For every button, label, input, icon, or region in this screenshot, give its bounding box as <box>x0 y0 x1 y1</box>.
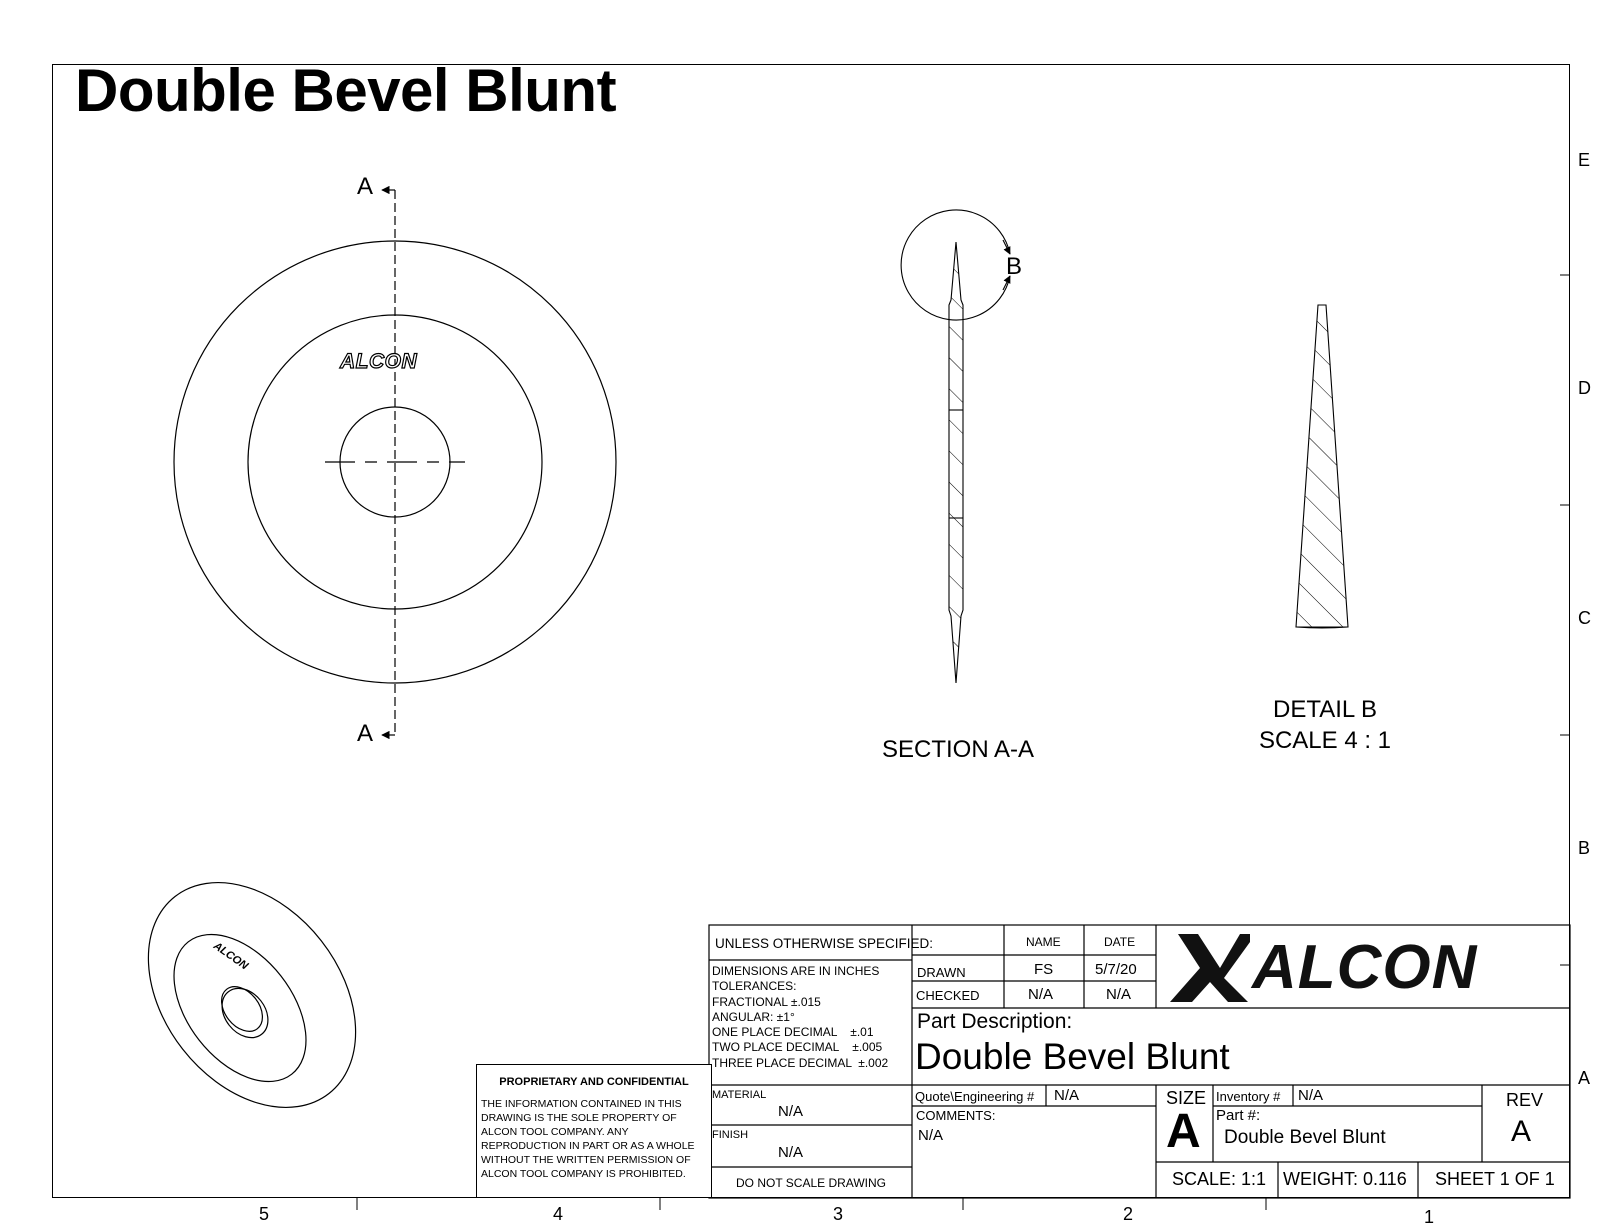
proprietary-line: REPRODUCTION IN PART OR AS A WHOLE <box>481 1140 695 1152</box>
zone-label: 1 <box>1424 1207 1435 1227</box>
checked-label: CHECKED <box>916 988 980 1003</box>
company-logo <box>1170 930 1500 1008</box>
detail-view <box>1296 305 1348 628</box>
material-value: N/A <box>778 1103 804 1120</box>
part-number-label: Part #: <box>1216 1107 1261 1124</box>
proprietary-line: ALCON TOOL COMPANY. ANY <box>481 1126 629 1138</box>
checked-name: N/A <box>1028 986 1054 1003</box>
alcon-mark-icon <box>1170 934 1250 1004</box>
isometric-view <box>106 842 399 1147</box>
tolerance-line: FRACTIONAL ±.015 <box>712 994 821 1009</box>
drawn-date: 5/7/20 <box>1095 961 1137 978</box>
zone-ticks-right <box>1560 275 1570 965</box>
tolerances-block <box>712 964 888 1071</box>
proprietary-notice <box>476 1064 712 1198</box>
detail-title: DETAIL B <box>1272 696 1378 723</box>
finish-label: FINISH <box>712 1129 749 1141</box>
iso-part-logo: ALCON <box>211 940 251 973</box>
part-description-value: Double Bevel Blunt <box>915 1036 1230 1077</box>
proprietary-line: ALCON TOOL COMPANY IS PROHIBITED. <box>481 1168 686 1180</box>
sheet-field: SHEET 1 OF 1 <box>1435 1169 1555 1189</box>
proprietary-line: DRAWING IS THE SOLE PROPERTY OF <box>481 1112 677 1124</box>
section-view <box>901 210 1010 683</box>
scale-field: SCALE: 1:1 <box>1172 1169 1267 1189</box>
zone-label: D <box>1578 378 1591 398</box>
finish-value: N/A <box>778 1144 804 1161</box>
rev-label: REV <box>1506 1090 1544 1110</box>
material-label: MATERIAL <box>712 1089 767 1101</box>
zone-label: 5 <box>259 1204 270 1224</box>
do-not-scale: DO NOT SCALE DRAWING <box>736 1176 887 1190</box>
rev-value: A <box>1511 1115 1532 1148</box>
section-marker-top: A <box>357 173 374 200</box>
name-header: NAME <box>1026 935 1061 949</box>
checked-date: N/A <box>1106 986 1132 1003</box>
inventory-label: Inventory # <box>1216 1089 1281 1104</box>
tolerance-line: TOLERANCES: <box>712 979 797 994</box>
detail-view-label <box>1245 694 1405 756</box>
date-header: DATE <box>1104 935 1136 949</box>
tolerance-line: ONE PLACE DECIMAL ±.01 <box>712 1025 874 1040</box>
zone-label: 3 <box>833 1204 844 1224</box>
section-marker-bottom: A <box>357 720 374 747</box>
part-number-value: Double Bevel Blunt <box>1224 1127 1386 1148</box>
comments-value: N/A <box>918 1127 944 1144</box>
quote-value: N/A <box>1054 1087 1080 1104</box>
section-view-label: SECTION A-A <box>882 736 1035 763</box>
tolerance-line: DIMENSIONS ARE IN INCHES <box>712 964 880 978</box>
size-label: SIZE <box>1166 1088 1207 1108</box>
zone-label: E <box>1578 150 1591 170</box>
size-value: A <box>1166 1105 1201 1158</box>
company-logo-text: ALCON <box>1252 933 1478 1002</box>
zone-ticks-bottom <box>357 1198 1266 1210</box>
zone-label: B <box>1578 838 1591 858</box>
zone-label: A <box>1578 1068 1591 1088</box>
detail-marker: B <box>1006 253 1023 280</box>
zone-label: 2 <box>1123 1204 1134 1224</box>
proprietary-heading: PROPRIETARY AND CONFIDENTIAL <box>499 1076 689 1088</box>
weight-field: WEIGHT: 0.116 <box>1283 1169 1407 1189</box>
unless-specified: UNLESS OTHERWISE SPECIFIED: <box>715 936 934 951</box>
inventory-value: N/A <box>1298 1087 1324 1104</box>
tolerance-line: ANGULAR: ±1° <box>712 1009 795 1024</box>
quote-label: Quote\Engineering # <box>915 1089 1035 1104</box>
tolerance-line: THREE PLACE DECIMAL ±.002 <box>712 1055 889 1070</box>
front-view <box>174 190 616 735</box>
zone-label: C <box>1578 608 1591 628</box>
part-logo: ALCON <box>340 350 418 373</box>
proprietary-line: WITHOUT THE WRITTEN PERMISSION OF <box>481 1154 691 1166</box>
drawn-name: FS <box>1034 961 1054 978</box>
part-description-label: Part Description: <box>917 1010 1073 1033</box>
zone-label: 4 <box>553 1204 564 1224</box>
detail-scale: SCALE 4 : 1 <box>1258 727 1392 754</box>
drawing-title: Double Bevel Blunt <box>75 57 617 124</box>
drawn-label: DRAWN <box>917 965 966 980</box>
proprietary-text <box>481 1097 711 1181</box>
comments-label: COMMENTS: <box>916 1108 996 1123</box>
tolerance-line: TWO PLACE DECIMAL ±.005 <box>712 1040 883 1055</box>
proprietary-line: THE INFORMATION CONTAINED IN THIS <box>481 1098 682 1110</box>
